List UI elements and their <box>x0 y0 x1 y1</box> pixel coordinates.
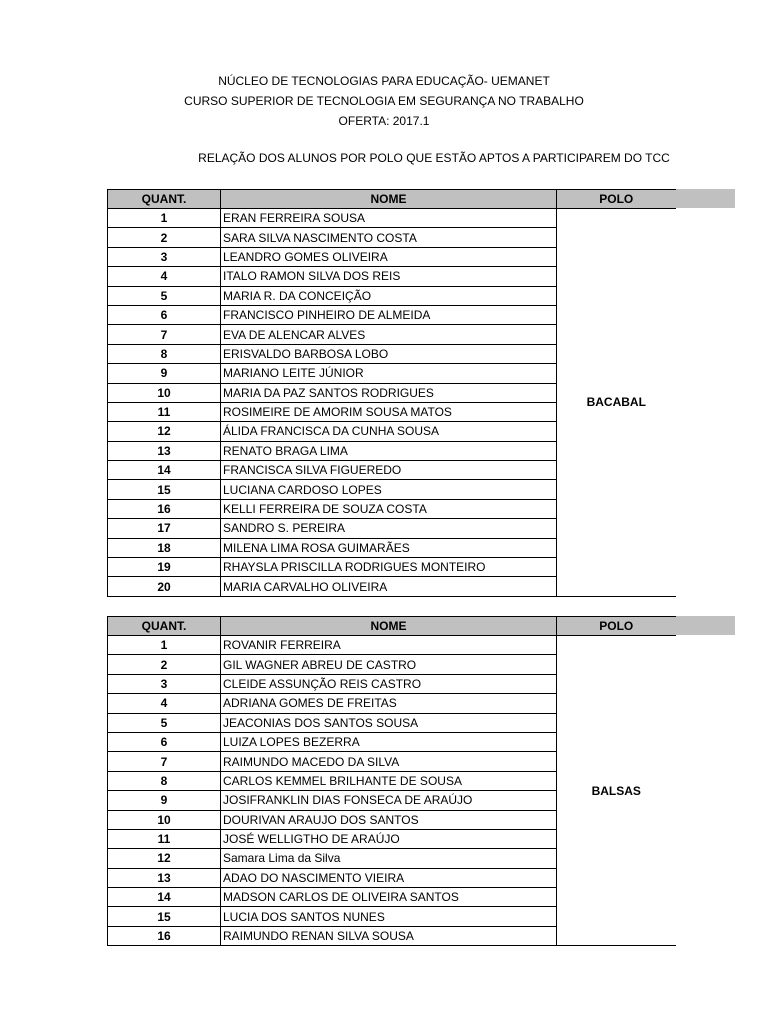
row-number: 16 <box>108 499 221 518</box>
row-number: 2 <box>108 655 221 674</box>
student-name: FRANCISCO PINHEIRO DE ALMEIDA <box>221 305 557 324</box>
row-number: 15 <box>108 480 221 499</box>
column-header-nome: NOME <box>221 190 557 209</box>
student-name: RAIMUNDO RENAN SILVA SOUSA <box>221 926 557 945</box>
header-course: CURSO SUPERIOR DE TECNOLOGIA EM SEGURANÇA NO TRABALHO <box>184 94 584 108</box>
student-name: MILENA LIMA ROSA GUIMARÃES <box>221 538 557 557</box>
student-name: JOSÉ WELLIGTHO DE ARAÚJO <box>221 829 557 848</box>
row-number: 6 <box>108 732 221 751</box>
row-number: 10 <box>108 810 221 829</box>
row-number: 6 <box>108 305 221 324</box>
student-name: MARIA CARVALHO OLIVEIRA <box>221 577 557 596</box>
row-number: 1 <box>108 636 221 655</box>
student-name: RENATO BRAGA LIMA <box>221 441 557 460</box>
header-extension-bar <box>675 189 735 208</box>
row-number: 11 <box>108 829 221 848</box>
row-number: 14 <box>108 461 221 480</box>
students-table <box>107 616 676 946</box>
student-name: MARIA R. DA CONCEIÇÃO <box>221 286 557 305</box>
student-name: LUCIA DOS SANTOS NUNES <box>221 907 557 926</box>
table-header-row <box>108 617 676 636</box>
row-number: 4 <box>108 267 221 286</box>
row-number: 19 <box>108 558 221 577</box>
student-name: LEANDRO GOMES OLIVEIRA <box>221 247 557 266</box>
header-offer: OFERTA: 2017.1 <box>338 114 430 128</box>
students-table <box>107 189 676 597</box>
column-header-polo: POLO <box>557 617 676 636</box>
row-number: 16 <box>108 926 221 945</box>
student-name: GIL WAGNER ABREU DE CASTRO <box>221 655 557 674</box>
header-extension-bar <box>675 616 735 635</box>
row-number: 20 <box>108 577 221 596</box>
row-number: 5 <box>108 286 221 305</box>
row-number: 1 <box>108 209 221 228</box>
row-number: 4 <box>108 694 221 713</box>
document-header <box>0 71 768 131</box>
column-header-quant: QUANT. <box>108 617 221 636</box>
student-name: EVA DE ALENCAR ALVES <box>221 325 557 344</box>
row-number: 7 <box>108 325 221 344</box>
student-name: Samara Lima da Silva <box>221 849 557 868</box>
student-name: CLEIDE ASSUNÇÃO REIS CASTRO <box>221 674 557 693</box>
row-number: 12 <box>108 422 221 441</box>
table-header-row <box>108 190 676 209</box>
column-header-quant: QUANT. <box>108 190 221 209</box>
student-name: ITALO RAMON SILVA DOS REIS <box>221 267 557 286</box>
student-name: LUCIANA CARDOSO LOPES <box>221 480 557 499</box>
student-name: ADRIANA GOMES DE FREITAS <box>221 694 557 713</box>
row-number: 5 <box>108 713 221 732</box>
row-number: 8 <box>108 344 221 363</box>
student-name: CARLOS KEMMEL BRILHANTE DE SOUSA <box>221 771 557 790</box>
student-name: ÁLIDA FRANCISCA DA CUNHA SOUSA <box>221 422 557 441</box>
student-name: ERISVALDO BARBOSA LOBO <box>221 344 557 363</box>
student-name: ADAO DO NASCIMENTO VIEIRA <box>221 868 557 887</box>
row-number: 9 <box>108 791 221 810</box>
row-number: 13 <box>108 441 221 460</box>
row-number: 9 <box>108 364 221 383</box>
row-number: 11 <box>108 402 221 421</box>
table-row <box>108 636 676 655</box>
students-table-balsas <box>107 616 676 946</box>
student-name: MARIANO LEITE JÚNIOR <box>221 364 557 383</box>
row-number: 14 <box>108 888 221 907</box>
student-name: FRANCISCA SILVA FIGUEREDO <box>221 461 557 480</box>
student-name: SARA SILVA NASCIMENTO COSTA <box>221 228 557 247</box>
student-name: RHAYSLA PRISCILLA RODRIGUES MONTEIRO <box>221 558 557 577</box>
table-row <box>108 209 676 228</box>
student-name: MADSON CARLOS DE OLIVEIRA SANTOS <box>221 888 557 907</box>
student-name: ROSIMEIRE DE AMORIM SOUSA MATOS <box>221 402 557 421</box>
student-name: ROVANIR FERREIRA <box>221 636 557 655</box>
row-number: 10 <box>108 383 221 402</box>
polo-name: BALSAS <box>557 636 676 946</box>
student-name: ERAN FERREIRA SOUSA <box>221 209 557 228</box>
row-number: 12 <box>108 849 221 868</box>
student-name: JOSIFRANKLIN DIAS FONSECA DE ARAÚJO <box>221 791 557 810</box>
student-name: KELLI FERREIRA DE SOUZA COSTA <box>221 499 557 518</box>
row-number: 17 <box>108 519 221 538</box>
row-number: 15 <box>108 907 221 926</box>
student-name: DOURIVAN ARAUJO DOS SANTOS <box>221 810 557 829</box>
row-number: 7 <box>108 752 221 771</box>
row-number: 3 <box>108 247 221 266</box>
column-header-polo: POLO <box>557 190 676 209</box>
row-number: 2 <box>108 228 221 247</box>
polo-name: BACABAL <box>557 209 676 597</box>
row-number: 18 <box>108 538 221 557</box>
student-name: LUIZA LOPES BEZERRA <box>221 732 557 751</box>
student-name: SANDRO S. PEREIRA <box>221 519 557 538</box>
row-number: 8 <box>108 771 221 790</box>
student-name: MARIA DA PAZ SANTOS RODRIGUES <box>221 383 557 402</box>
column-header-nome: NOME <box>221 617 557 636</box>
row-number: 3 <box>108 674 221 693</box>
student-name: RAIMUNDO MACEDO DA SILVA <box>221 752 557 771</box>
header-institution: NÚCLEO DE TECNOLOGIAS PARA EDUCAÇÃO- UEMANET <box>218 74 550 88</box>
students-table-bacabal <box>107 189 676 597</box>
student-name: JEACONIAS DOS SANTOS SOUSA <box>221 713 557 732</box>
document-subtitle: RELAÇÃO DOS ALUNOS POR POLO QUE ESTÃO APTOS A PARTICIPAREM DO TCC <box>198 151 670 165</box>
row-number: 13 <box>108 868 221 887</box>
